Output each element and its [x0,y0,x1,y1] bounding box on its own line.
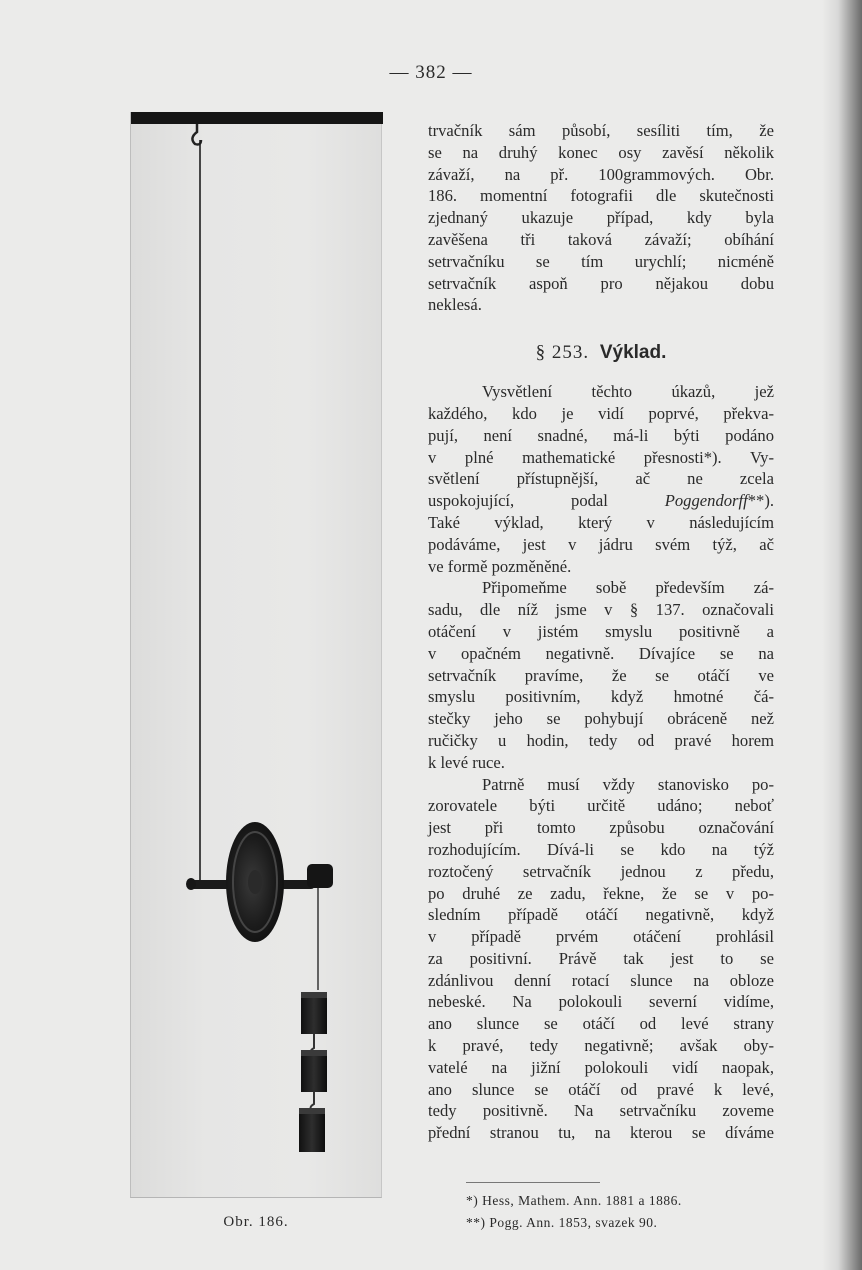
paragraph-2 [428,381,774,577]
text-line: v plné mathematické přesnosti*). Vy- [428,447,774,467]
text-line: tedy positivně. Na setrvačníku zoveme [428,1101,774,1121]
text-line: setrvačník aspoň pro nějakou dobu [428,273,774,293]
text-line: každého, kdo je vidí poprvé, překva- [428,403,774,423]
text-line-with-name [428,490,774,512]
footnotes [466,1190,786,1234]
text-line: 186. momentní fotografii dle skutečnosti [428,186,774,206]
text-line: podáváme, jest v jádru svém týž, ač [428,534,774,554]
weight-1 [301,998,327,1034]
poggendorff-name: Poggendorff [664,491,748,511]
text-line: otáčení v jistém smyslu positivně a [428,621,774,641]
section-number: § 253. [535,342,590,364]
text-line: jest při tomto způsobu označování [428,818,774,838]
text-line: se na druhý konec osy zavěsí několik [428,142,774,162]
text-line: sadu, dle níž jsme v § 137. označovali [428,600,774,620]
text-line: ručičky u hodin, tedy od pravé horem [428,730,774,750]
text-line: světlení přístupnější, ač ne zcela [428,469,774,489]
paragraph-3 [428,577,774,773]
footnote-1: *) Hess, Mathem. Ann. 1881 a 1886. [466,1193,682,1208]
suspension-bar [131,112,383,124]
text-fragment: uspokojující, podal [428,491,665,511]
text-line: v případě prvém otáčení prohlásil [428,927,774,947]
gyroscope-photograph [130,112,382,1198]
text-line: Také výklad, který v následujícím [428,512,774,532]
page-edge-shadow [822,0,862,1270]
text-line: přední stranou tu, na kterou se díváme [428,1123,774,1143]
body-text [428,120,774,1144]
gyroscope-illustration [131,112,383,1198]
footnote-mark: **). [747,491,774,511]
flywheel-hub [248,870,262,894]
text-line: neklesá. [428,295,482,315]
text-line: k pravé, tedy negativně; avšak oby- [428,1036,774,1056]
text-line: sledním případě otáčí negativně, když [428,905,774,925]
footnote-divider [466,1182,600,1183]
text-line: závaží, na př. 100grammových. Obr. [428,164,774,184]
text-line: rozhodujícím. Dívá-li se kdo na týž [428,839,774,859]
text-line: setrvačník pravíme, že se otáčí ve [428,665,774,685]
text-line: Připomeňme sobě především zá- [482,578,774,598]
text-line: k levé ruce. [428,752,505,772]
text-line: trvačník sám působí, sesíliti tím, že [428,121,774,140]
section-heading [428,341,774,365]
text-line: nebeské. Na polokouli severní vidíme, [428,992,774,1012]
text-line: za positivní. Právě tak jest to se [428,948,774,968]
text-line: v opačném negativně. Dívajíce se na [428,643,774,663]
text-line: zavěšena tři taková závaží; obíhání [428,229,774,249]
text-line: ano slunce se otáčí od pravé k levé, [428,1079,774,1099]
text-line: zorovatele býti určitě udáno; neboť [428,796,774,816]
text-line: roztočený setrvačník jednou z předu, [428,861,774,881]
text-line: zdánlivou denní rotací slunce na obloze [428,970,774,990]
figure-caption: Obr. 186. [223,1214,289,1230]
axle-left-end [186,878,196,890]
text-line: pují, není snadné, má-li býti podáno [428,425,774,445]
section-title: Výklad. [599,342,667,364]
text-line: ano slunce se otáčí od levé strany [428,1014,774,1034]
weight-2 [301,1056,327,1092]
text-line: po druhé ze zadu, řekne, že se v po- [428,883,774,903]
text-line: Vysvětlení těchto úkazů, jež [482,382,774,402]
text-line: stečky jeho se pohybují obráceně než [428,709,774,729]
page-number: — 382 — [389,62,473,83]
paragraph-4 [428,774,774,1145]
weight-3 [299,1114,325,1152]
text-line: smyslu positivním, když hmotné čá- [428,687,774,707]
text-line: zjednaný ukazuje případ, kdy byla [428,208,774,228]
paragraph-1 [428,120,774,316]
axle-right-knob [307,864,333,888]
text-line: vatelé na jižní polokouli vidí naopak, [428,1057,774,1077]
text-line: Patrně musí vždy stanovisko po- [482,774,774,794]
text-line: ve formě pozměněné. [428,556,572,576]
footnote-2: **) Pogg. Ann. 1853, svazek 90. [466,1215,658,1230]
text-line: setrvačníku se tím urychlí; nicméně [428,251,774,271]
